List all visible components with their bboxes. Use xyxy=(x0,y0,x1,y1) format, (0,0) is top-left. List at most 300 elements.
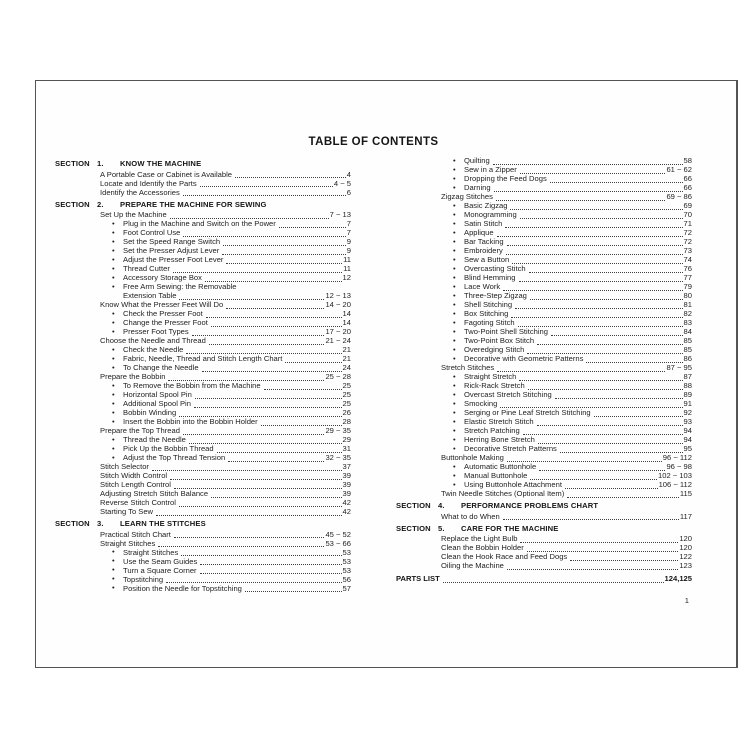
dotted-leader xyxy=(195,398,342,399)
section-title: LEARN THE STITCHES xyxy=(120,519,206,529)
entry-label: • Herring Bone Stretch xyxy=(464,435,535,445)
toc-entry xyxy=(396,364,692,373)
entry-label: Identify the Accessories xyxy=(100,187,180,197)
entry-page-number: 26 xyxy=(342,408,351,418)
entry-page-number: 93 xyxy=(683,417,692,427)
dotted-leader xyxy=(493,164,683,165)
entry-page-number: 122 xyxy=(679,552,692,562)
dotted-leader xyxy=(550,182,683,183)
entry-page-number: 9 xyxy=(346,246,351,256)
toc-entry xyxy=(55,558,351,567)
dotted-leader xyxy=(570,560,678,561)
entry-label: • Rick-Rack Stretch xyxy=(464,381,525,391)
section-number: 3. xyxy=(97,519,104,529)
entry-label: Stitch Length Control xyxy=(100,480,171,490)
entry-label: PARTS LIST xyxy=(396,574,440,584)
toc-entry xyxy=(55,328,351,337)
toc-entry xyxy=(396,184,692,193)
entry-label: • Adjust the Presser Foot Lever xyxy=(123,255,224,265)
toc-entry xyxy=(55,508,351,517)
entry-page-number: 37 xyxy=(342,462,351,472)
entry-label: • Set the Speed Range Switch xyxy=(123,237,221,247)
toc-entry xyxy=(55,301,351,310)
dotted-leader xyxy=(228,461,324,462)
entry-page-number: 95 xyxy=(683,444,692,454)
dotted-leader xyxy=(510,209,682,210)
dotted-leader xyxy=(226,308,324,309)
entry-label: • Three-Step Zigzag xyxy=(464,291,527,301)
entry-page-number: 28 xyxy=(342,417,351,427)
entry-page-number: 53 xyxy=(342,556,351,566)
section-number: 2. xyxy=(97,199,104,209)
dotted-leader xyxy=(565,488,658,489)
entry-page-number: 94 xyxy=(683,435,692,445)
entry-page-number: 53 xyxy=(342,547,351,557)
entry-label: • Applique xyxy=(464,228,494,238)
dotted-leader xyxy=(223,245,346,246)
dotted-leader xyxy=(264,389,342,390)
entry-page-number: 72 xyxy=(683,228,692,238)
entry-page-number: 25 ~ 28 xyxy=(325,372,351,382)
entry-label: Prepare the Bobbin xyxy=(100,372,166,382)
dotted-leader xyxy=(518,326,683,327)
entry-label: Straight Stitches xyxy=(100,538,156,548)
entry-page-number: 80 xyxy=(683,291,692,301)
entry-label: Zigzag Stitches xyxy=(441,192,493,202)
dotted-leader xyxy=(279,227,346,228)
entry-label: • Overedging Stitch xyxy=(464,345,525,355)
toc-section-heading xyxy=(55,160,351,169)
entry-label: Set Up the Machine xyxy=(100,210,167,220)
entry-label: • Stretch Patching xyxy=(464,426,520,436)
entry-label: • Smocking xyxy=(464,399,498,409)
entry-label: • Box Stitching xyxy=(464,309,509,319)
toc-entry xyxy=(55,418,351,427)
toc-entry xyxy=(396,301,692,310)
entry-page-number: 61 ~ 62 xyxy=(666,165,692,175)
section-title: CARE FOR THE MACHINE xyxy=(461,523,559,533)
dotted-leader xyxy=(179,416,341,417)
entry-page-number: 21 xyxy=(342,354,351,364)
toc-entry xyxy=(55,189,351,198)
entry-label: Extension Table xyxy=(123,291,177,301)
entry-page-number: 88 xyxy=(683,381,692,391)
entry-page-number: 71 xyxy=(683,219,692,229)
dotted-leader xyxy=(202,371,342,372)
entry-page-number: 84 xyxy=(683,327,692,337)
entry-page-number: 12 xyxy=(342,273,351,283)
section-word: SECTION xyxy=(396,501,431,511)
dotted-leader xyxy=(174,537,325,538)
toc-entry xyxy=(55,337,351,346)
entry-label: • Accessory Storage Box xyxy=(123,273,202,283)
dotted-leader xyxy=(200,564,341,565)
toc-entry xyxy=(396,490,692,499)
entry-page-number: 21 xyxy=(342,345,351,355)
toc-entry xyxy=(396,274,692,283)
entry-page-number: 32 ~ 35 xyxy=(325,453,351,463)
dotted-leader xyxy=(497,236,683,237)
entry-page-number: 25 xyxy=(342,390,351,400)
entry-label: • Thread Cutter xyxy=(123,264,170,274)
toc-entry xyxy=(55,265,351,274)
entry-label: • Check the Presser Foot xyxy=(123,309,203,319)
dotted-leader xyxy=(500,407,682,408)
entry-page-number: 76 xyxy=(683,264,692,274)
dotted-leader xyxy=(183,195,346,196)
table-of-contents xyxy=(55,136,692,605)
entry-page-number: 91 xyxy=(683,399,692,409)
entry-page-number: 24 xyxy=(342,363,351,373)
entry-page-number: 11 xyxy=(343,264,351,274)
toc-entry xyxy=(396,211,692,220)
toc-entry xyxy=(396,373,692,382)
entry-label: Stretch Stitches xyxy=(441,363,495,373)
dotted-leader xyxy=(560,452,683,453)
dotted-leader xyxy=(496,200,666,201)
section-word: SECTION xyxy=(55,199,90,209)
entry-page-number: 39 xyxy=(342,489,351,499)
entry-label: • Elastic Stretch Stitch xyxy=(464,417,534,427)
entry-label: • Horizontal Spool Pin xyxy=(123,390,192,400)
dotted-leader xyxy=(537,344,682,345)
dotted-leader xyxy=(494,191,683,192)
dotted-leader xyxy=(166,582,341,583)
dotted-leader xyxy=(520,173,666,174)
entry-label: Know What the Presser Feet Will Do xyxy=(100,300,224,310)
entry-page-number: 115 xyxy=(679,489,692,499)
dotted-leader xyxy=(235,177,346,178)
entry-label: • Using Buttonhole Attachment xyxy=(464,480,562,490)
entry-page-number: 12 ~ 13 xyxy=(325,291,351,301)
section-title: KNOW THE MACHINE xyxy=(120,159,202,169)
entry-page-number: 42 xyxy=(342,498,351,508)
entry-page-number: 82 xyxy=(683,309,692,319)
entry-page-number: 53 xyxy=(342,565,351,575)
entry-page-number: 117 xyxy=(679,511,692,521)
entry-label: • Monogramming xyxy=(464,210,517,220)
entry-page-number: 120 xyxy=(679,543,692,553)
parts-list-row xyxy=(396,575,692,584)
dotted-leader xyxy=(523,434,683,435)
toc-column-left xyxy=(55,157,351,594)
dotted-leader xyxy=(170,218,329,219)
entry-page-number: 57 xyxy=(342,583,351,593)
entry-label: • Manual Buttonhole xyxy=(464,471,528,481)
entry-label: Reverse Stitch Control xyxy=(100,498,176,508)
dotted-leader xyxy=(192,335,325,336)
dotted-leader xyxy=(168,380,324,381)
entry-label: Clean the Hook Race and Feed Dogs xyxy=(441,552,568,562)
toc-entry xyxy=(396,418,692,427)
dotted-leader xyxy=(179,299,324,300)
entry-label: • Turn a Square Corner xyxy=(123,565,197,575)
dotted-leader xyxy=(158,546,324,547)
toc-entry xyxy=(55,256,351,265)
entry-page-number: 87 ~ 95 xyxy=(666,363,692,373)
entry-page-number: 14 ~ 20 xyxy=(325,300,351,310)
toc-entry xyxy=(396,238,692,247)
entry-label: • Decorative Stretch Patterns xyxy=(464,444,557,454)
dotted-leader xyxy=(527,551,679,552)
toc-entry xyxy=(396,229,692,238)
dotted-leader xyxy=(226,263,342,264)
entry-label: • Straight Stretch xyxy=(464,372,517,382)
entry-label: • Bar Tacking xyxy=(464,237,504,247)
dotted-leader xyxy=(507,245,683,246)
entry-label: Practical Stitch Chart xyxy=(100,529,171,539)
entry-page-number: 85 xyxy=(683,345,692,355)
toc-columns xyxy=(55,157,692,594)
toc-entry xyxy=(396,463,692,472)
entry-label: • Use the Seam Guides xyxy=(123,556,198,566)
entry-page-number: 83 xyxy=(683,318,692,328)
entry-page-number: 42 xyxy=(342,507,351,517)
entry-label: • Set the Presser Adjust Lever xyxy=(123,246,220,256)
dotted-leader xyxy=(156,515,342,516)
entry-page-number: 31 xyxy=(342,444,351,454)
toc-entry xyxy=(396,337,692,346)
dotted-leader xyxy=(245,591,342,592)
entry-label: • Fagoting Stitch xyxy=(464,318,515,328)
dotted-leader xyxy=(530,299,683,300)
entry-page-number: 58 xyxy=(683,156,692,166)
entry-page-number: 72 xyxy=(683,237,692,247)
dotted-leader xyxy=(217,452,342,453)
dotted-leader xyxy=(512,263,682,264)
entry-label: • Two-Point Shell Stitching xyxy=(464,327,548,337)
toc-section-heading xyxy=(55,520,351,529)
dotted-leader xyxy=(519,281,683,282)
entry-label: Locate and Identify the Parts xyxy=(100,178,197,188)
dotted-leader xyxy=(170,479,341,480)
entry-label: • Shell Stitching xyxy=(464,300,513,310)
entry-page-number: 89 xyxy=(683,390,692,400)
dotted-leader xyxy=(211,326,342,327)
toc-entry xyxy=(396,202,692,211)
entry-label: A Portable Case or Cabinet is Available xyxy=(100,169,232,179)
dotted-leader xyxy=(211,497,341,498)
entry-page-number: 7 xyxy=(346,219,351,229)
entry-page-number: 70 xyxy=(683,210,692,220)
toc-entry xyxy=(396,310,692,319)
entry-label: • Basic Zigzag xyxy=(464,201,508,211)
entry-page-number: 92 xyxy=(683,408,692,418)
entry-label: Oiling the Machine xyxy=(441,561,504,571)
dotted-leader xyxy=(194,407,342,408)
entry-label: • Sew a Button xyxy=(464,255,510,265)
toc-entry xyxy=(396,481,692,490)
entry-label: Stitch Selector xyxy=(100,462,149,472)
entry-label: • Pick Up the Bobbin Thread xyxy=(123,444,214,454)
entry-label: • Darning xyxy=(464,183,491,193)
toc-entry xyxy=(396,193,692,202)
entry-label: • Decorative with Geometric Patterns xyxy=(464,354,584,364)
entry-label: • Topstitching xyxy=(123,574,164,584)
toc-entry xyxy=(396,247,692,256)
entry-label: Prepare the Top Thread xyxy=(100,426,180,436)
entry-page-number: 39 xyxy=(342,471,351,481)
entry-page-number: 86 xyxy=(683,354,692,364)
toc-column-right xyxy=(396,157,692,594)
entry-page-number: 4 ~ 5 xyxy=(333,178,351,188)
toc-entry xyxy=(396,220,692,229)
entry-label: Choose the Needle and Thread xyxy=(100,336,206,346)
entry-label: • Position the Needle for Topstitching xyxy=(123,583,242,593)
dotted-leader xyxy=(539,470,665,471)
entry-label: • Serging or Pine Leaf Stretch Stitching xyxy=(464,408,591,418)
entry-label: • Thread the Needle xyxy=(123,435,186,445)
entry-page-number: 29 xyxy=(342,435,351,445)
toc-entry xyxy=(55,382,351,391)
entry-page-number: 102 ~ 103 xyxy=(658,471,692,481)
dotted-leader xyxy=(555,398,683,399)
section-title: PERFORMANCE PROBLEMS CHART xyxy=(461,501,599,511)
entry-page-number: 96 ~ 112 xyxy=(662,453,692,463)
dotted-leader xyxy=(173,272,342,273)
toc-entry xyxy=(55,549,351,558)
entry-label: • Overcasting Stitch xyxy=(464,264,526,274)
toc-entry xyxy=(396,283,692,292)
toc-entry xyxy=(396,454,692,463)
dotted-leader xyxy=(519,380,682,381)
dotted-leader xyxy=(152,470,342,471)
entry-label: Adjusting Stretch Stitch Balance xyxy=(100,489,209,499)
entry-page-number: 14 xyxy=(342,318,351,328)
entry-page-number: 66 xyxy=(683,183,692,193)
entry-label: • Insert the Bobbin into the Bobbin Holder xyxy=(123,417,258,427)
toc-entry xyxy=(396,409,692,418)
entry-page-number: 123 xyxy=(679,561,692,571)
toc-entry xyxy=(55,427,351,436)
dotted-leader xyxy=(189,443,342,444)
toc-section-heading xyxy=(396,502,692,511)
dotted-leader xyxy=(183,434,325,435)
dotted-leader xyxy=(261,425,342,426)
entry-label: • Adjust the Top Thread Tension xyxy=(123,453,226,463)
toc-entry xyxy=(55,400,351,409)
dotted-leader xyxy=(505,227,682,228)
entry-page-number: 17 ~ 20 xyxy=(325,327,351,337)
entry-page-number: 29 ~ 35 xyxy=(325,426,351,436)
dotted-leader xyxy=(511,317,682,318)
dotted-leader xyxy=(551,335,683,336)
toc-entry xyxy=(55,220,351,229)
entry-label: • Quilting xyxy=(464,156,490,166)
entry-page-number: 53 ~ 66 xyxy=(325,538,351,548)
entry-page-number: 79 xyxy=(683,282,692,292)
toc-entry xyxy=(396,256,692,265)
dotted-leader xyxy=(520,542,678,543)
entry-page-number: 39 xyxy=(342,480,351,490)
toc-entry xyxy=(396,355,692,364)
entry-page-number: 25 xyxy=(342,381,351,391)
toc-entry xyxy=(396,328,692,337)
dotted-leader xyxy=(528,389,683,390)
dotted-leader xyxy=(183,236,345,237)
toc-entry xyxy=(396,445,692,454)
entry-label: • Additional Spool Pin xyxy=(123,399,191,409)
entry-label: Twin Needle Stitches (Optional Item) xyxy=(441,489,565,499)
dotted-leader xyxy=(181,555,341,556)
dotted-leader xyxy=(200,573,342,574)
dotted-leader xyxy=(594,416,683,417)
entry-page-number: 14 xyxy=(342,309,351,319)
dotted-leader xyxy=(174,488,342,489)
dotted-leader xyxy=(507,569,678,570)
toc-section-heading xyxy=(55,201,351,210)
dotted-leader xyxy=(179,506,342,507)
entry-page-number: 9 xyxy=(346,237,351,247)
dotted-leader xyxy=(520,218,683,219)
dotted-leader xyxy=(205,281,342,282)
entry-page-number: 87 xyxy=(683,372,692,382)
dotted-leader xyxy=(586,362,682,363)
entry-label: • Plug in the Machine and Switch on the Power xyxy=(123,219,276,229)
entry-label: • Check the Needle xyxy=(123,345,184,355)
toc-entry xyxy=(55,283,351,292)
toc-entry xyxy=(55,585,351,594)
entry-page-number: 124,125 xyxy=(664,574,692,584)
toc-entry xyxy=(55,540,351,549)
entry-label: • To Change the Needle xyxy=(123,363,199,373)
entry-label: • Straight Stitches xyxy=(123,547,179,557)
entry-page-number: 21 ~ 24 xyxy=(325,336,351,346)
dotted-leader xyxy=(527,353,682,354)
section-word: SECTION xyxy=(55,159,90,169)
dotted-leader xyxy=(206,317,342,318)
toc-entry xyxy=(396,427,692,436)
section-word: SECTION xyxy=(55,519,90,529)
entry-page-number: 74 xyxy=(683,255,692,265)
dotted-leader xyxy=(515,308,682,309)
entry-label: • Two-Point Box Stitch xyxy=(464,336,535,346)
dotted-leader xyxy=(537,425,683,426)
entry-page-number: 4 xyxy=(346,169,351,179)
entry-label: Clean the Bobbin Holder xyxy=(441,543,524,553)
dotted-leader xyxy=(530,479,657,480)
entry-page-number: 11 xyxy=(343,255,351,265)
toc-entry xyxy=(396,157,692,166)
dotted-leader xyxy=(503,519,679,520)
entry-label: • Dropping the Feed Dogs xyxy=(464,174,547,184)
dotted-leader xyxy=(507,461,662,462)
entry-page-number: 6 xyxy=(346,187,351,197)
entry-label: Replace the Light Bulb xyxy=(441,534,518,544)
section-number: 1. xyxy=(97,159,104,169)
dotted-leader xyxy=(506,254,683,255)
entry-page-number: 7 xyxy=(346,228,351,238)
entry-page-number: 25 xyxy=(342,399,351,409)
toc-entry xyxy=(55,454,351,463)
toc-entry xyxy=(396,513,692,522)
entry-page-number: 77 xyxy=(683,273,692,283)
toc-entry xyxy=(55,567,351,576)
entry-label: What to do When xyxy=(441,511,500,521)
entry-label: • Overcast Stretch Stitching xyxy=(464,390,552,400)
page-title: TABLE OF CONTENTS xyxy=(308,136,439,148)
entry-label: Stitch Width Control xyxy=(100,471,168,481)
page-number: 1 xyxy=(684,595,689,605)
entry-label: • Presser Foot Types xyxy=(123,327,189,337)
toc-section-heading xyxy=(396,525,692,534)
entry-label: • Lace Work xyxy=(464,282,501,292)
toc-entry xyxy=(396,562,692,571)
entry-page-number: 73 xyxy=(683,246,692,256)
toc-entry xyxy=(55,364,351,373)
entry-page-number: 94 xyxy=(683,426,692,436)
dotted-leader xyxy=(567,497,679,498)
